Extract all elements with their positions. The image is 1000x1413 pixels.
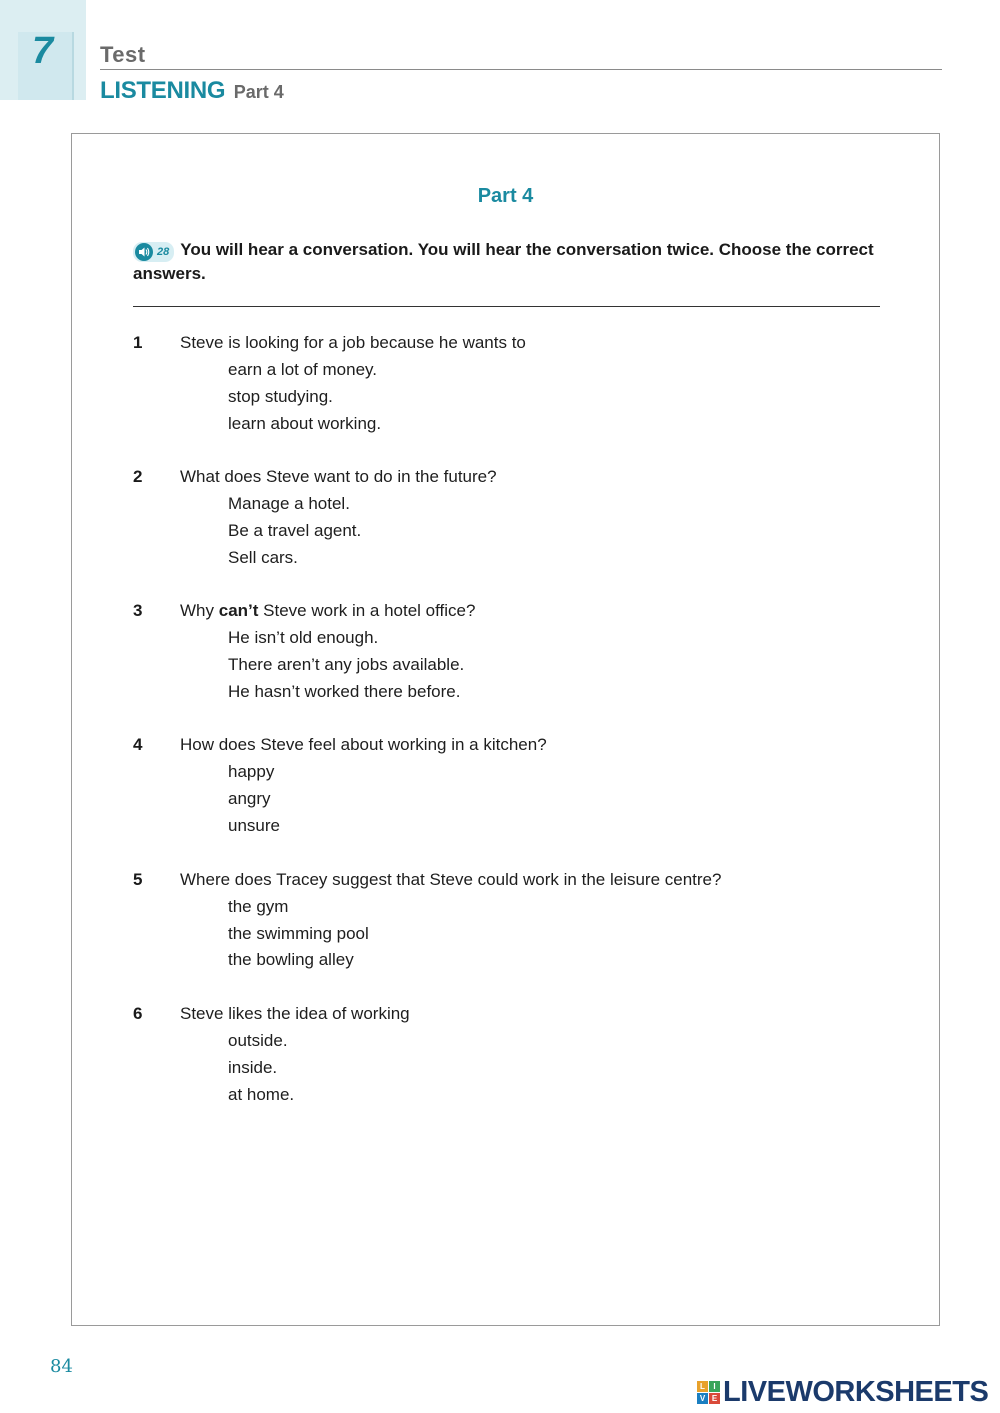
question-text-end: Steve work in a hotel office? xyxy=(263,601,476,620)
question-text-emphasis: can’t xyxy=(218,601,259,620)
answer-option[interactable]: angry xyxy=(228,789,271,808)
answer-option[interactable]: Manage a hotel. xyxy=(228,494,350,513)
question-number: 3 xyxy=(133,601,143,620)
brand-logo-icon xyxy=(697,1381,720,1404)
question-number: 5 xyxy=(133,870,143,889)
answer-option[interactable]: the swimming pool xyxy=(228,924,369,943)
question-text xyxy=(180,601,475,621)
exercise-panel xyxy=(71,133,940,1326)
answer-option[interactable]: stop studying. xyxy=(228,387,333,406)
liveworksheets-brand[interactable] xyxy=(697,1376,988,1409)
answer-option[interactable]: learn about working. xyxy=(228,414,382,433)
answer-option[interactable]: He hasn’t worked there before. xyxy=(228,682,461,701)
brand-logo-letter: L xyxy=(697,1381,708,1392)
answer-option[interactable]: unsure xyxy=(228,816,280,835)
section-heading xyxy=(100,77,284,105)
question-text: What does Steve want to do in the future? xyxy=(180,467,497,486)
brand-logo-letter: E xyxy=(709,1393,720,1404)
audio-track-badge[interactable] xyxy=(133,242,174,262)
question-text: Steve likes the idea of working xyxy=(180,1004,410,1023)
question-number: 4 xyxy=(133,735,143,754)
answer-option[interactable]: the bowling alley xyxy=(228,950,354,969)
answer-option[interactable]: Be a travel agent. xyxy=(228,521,362,540)
question-text: Steve is looking for a job because he wants to xyxy=(180,333,526,352)
brand-name: LIVEWORKSHEETS xyxy=(723,1376,989,1408)
question-number: 2 xyxy=(133,467,143,486)
answer-option[interactable]: outside. xyxy=(228,1031,288,1050)
answer-option[interactable]: happy xyxy=(228,762,275,781)
instruction-divider xyxy=(133,306,880,307)
section-title: LISTENING xyxy=(100,77,226,104)
section-part: Part 4 xyxy=(233,82,284,102)
brand-logo-letter: I xyxy=(709,1381,720,1392)
audio-track-number: 28 xyxy=(157,245,170,258)
answer-option[interactable]: the gym xyxy=(228,897,289,916)
unit-tab xyxy=(0,0,86,100)
answer-option[interactable]: There aren’t any jobs available. xyxy=(228,655,465,674)
instruction-text: You will hear a conversation. You will hear the conversation twice. Choose the correct answers. xyxy=(133,240,874,283)
question-text: Where does Tracey suggest that Steve could work in the leisure centre? xyxy=(180,870,722,889)
question-text-start: Why xyxy=(180,601,214,620)
answer-option[interactable]: He isn’t old enough. xyxy=(228,628,379,647)
answer-option[interactable]: at home. xyxy=(228,1085,295,1104)
answer-option[interactable]: inside. xyxy=(228,1058,278,1077)
question-number: 1 xyxy=(133,333,143,352)
header-divider xyxy=(100,69,942,70)
instruction xyxy=(133,238,883,285)
answer-option[interactable]: Sell cars. xyxy=(228,548,298,567)
question-text: How does Steve feel about working in a kitchen? xyxy=(180,735,547,754)
panel-title: Part 4 xyxy=(477,185,534,207)
speaker-icon xyxy=(135,243,153,261)
unit-number: 7 xyxy=(32,30,54,72)
page-number: 84 xyxy=(50,1356,73,1377)
brand-logo-letter: V xyxy=(697,1393,708,1404)
question-number: 6 xyxy=(133,1004,143,1023)
test-title: Test xyxy=(100,42,146,67)
answer-option[interactable]: earn a lot of money. xyxy=(228,360,377,379)
